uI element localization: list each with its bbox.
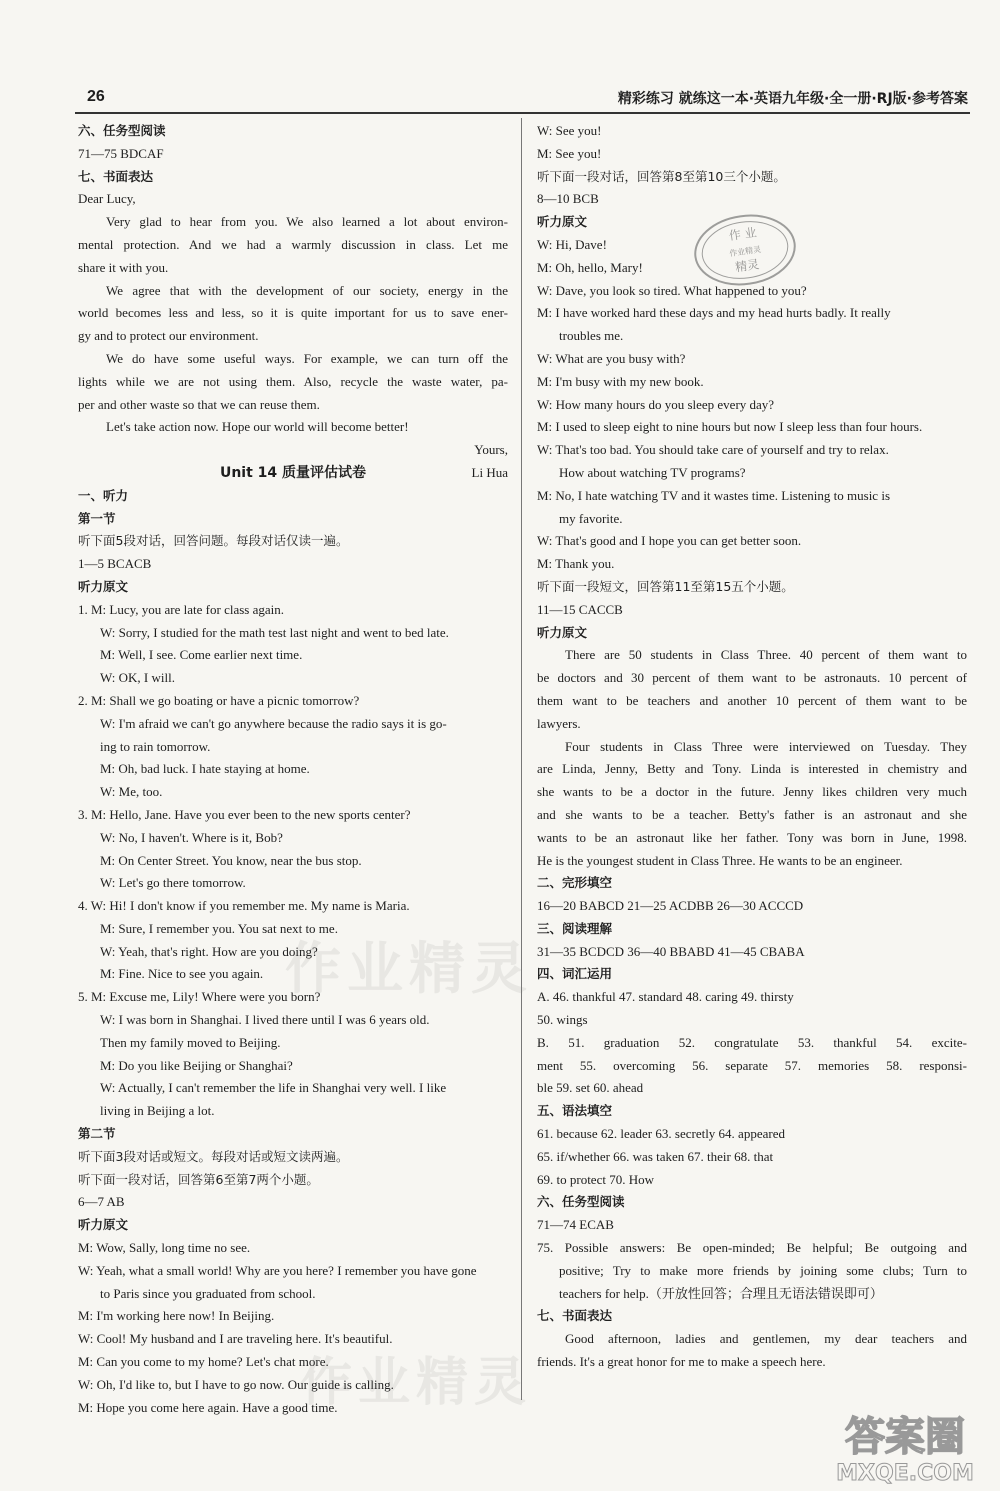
text-line: ing to rain tomorrow. [100, 738, 211, 754]
text-line: W: How many hours do you sleep every day? [537, 396, 775, 412]
text-line: wants to be an astronaut like her father. Tony was born in June, 1998. [537, 829, 967, 845]
section-heading: 听力原文 [537, 624, 588, 640]
text-line: my favorite. [559, 510, 623, 526]
section-heading: 五、语法填空 [537, 1103, 613, 1119]
text-line: M: Wow, Sally, long time no see. [78, 1240, 251, 1256]
left-column [78, 120, 508, 1419]
text-line: 4. W: Hi! I don't know if you remember me. My name is Maria. [78, 898, 410, 914]
text-line: 2. M: Shall we go boating or have a picnic tomorrow? [78, 692, 360, 708]
text-line: M: Well, I see. Come earlier next time. [100, 647, 303, 663]
logo-sub-text: MXQE.COM [836, 1461, 974, 1486]
text-line: M: Do you like Beijing or Shanghai? [100, 1057, 293, 1073]
section-heading: 第二节 [78, 1126, 116, 1142]
unit-title [78, 462, 508, 485]
text-line: 8—10 BCB [537, 191, 599, 207]
stamp-bottom-text: 精灵 [734, 257, 761, 275]
text-line: W: Me, too. [100, 784, 163, 800]
text-line: W: OK, I will. [100, 670, 175, 686]
text-line: W: I'm afraid we can't go anywhere because the radio says it is go- [100, 715, 447, 731]
text-line: M: Sure, I remember you. You sat next to me. [100, 920, 338, 936]
text-line: Let's take action now. Hope our world will become better! [106, 419, 409, 435]
text-line: W: That's too bad. You should take care of yourself and try to relax. [537, 442, 889, 458]
text-line: 31—35 BCDCD 36—40 BBABD 41—45 CBABA [537, 943, 805, 959]
column-divider [521, 118, 522, 1400]
logo-main-text: 答案圈 [845, 1414, 965, 1460]
text-line: We agree that with the development of our society, energy in the [106, 282, 508, 298]
text-line: 71—74 ECAB [537, 1217, 614, 1233]
text-line: 听下面3段对话或短文。每段对话或短文读两遍。 [78, 1148, 349, 1164]
section-heading: 听力原文 [537, 214, 588, 230]
text-line: We do have some useful ways. For example, we can turn off the [106, 350, 508, 366]
text-line: ment 55. overcoming 56. separate 57. memories 58. responsi- [537, 1057, 967, 1073]
text-line: Yours, [474, 442, 508, 458]
section-heading: 听力原文 [78, 1217, 129, 1233]
text-line: M: Oh, hello, Mary! [537, 259, 643, 275]
text-line: gy and to protect our environment. [78, 328, 259, 344]
text-line: W: I was born in Shanghai. I lived there until I was 6 years old. [100, 1012, 430, 1028]
text-line: Then my family moved to Beijing. [100, 1034, 281, 1050]
text-line: M: Can you come to my home? Let's chat more. [78, 1354, 329, 1370]
text-line: W: What are you busy with? [537, 350, 686, 366]
text-line: W: That's good and I hope you can get better soon. [537, 533, 802, 549]
text-line: Four students in Class Three were interviewed on Tuesday. They [565, 738, 967, 754]
text-line: W: Yeah, that's right. How are you doing? [100, 943, 318, 959]
text-line: ble 59. set 60. ahead [537, 1080, 644, 1096]
text-line: Dear Lucy, [78, 191, 136, 207]
text-line: 1—5 BCACB [78, 556, 152, 572]
text-line: How about watching TV programs? [559, 464, 746, 480]
text-line: positive; Try to make more friends by joining some clubs; Turn to [559, 1262, 967, 1278]
watermark: 作业精灵 [300, 1353, 533, 1413]
text-line: W: Dave, you look so tired. What happened to you? [537, 282, 807, 298]
text-line: share it with you. [78, 259, 169, 275]
text-line: 16—20 BABCD 21—25 ACDBB 26—30 ACCCD [537, 898, 804, 914]
text-line: Very glad to hear from you. We also learned a lot about environ- [106, 214, 508, 230]
stamp-icon [685, 203, 805, 298]
text-line: M: I used to sleep eight to nine hours but now I sleep less than four hours. [537, 419, 923, 435]
section-heading: 七、书面表达 [78, 168, 154, 184]
text-line: M: Hope you come here again. Have a good time. [78, 1399, 338, 1415]
text-line: and she wants to be a teacher. Betty's father is an astronaut and she [537, 806, 967, 822]
text-line: M: No, I hate watching TV and it wastes time. Listening to music is [537, 487, 890, 503]
text-line: W: Oh, I'd like to, but I have to go now. Our guide is calling. [78, 1376, 394, 1392]
text-line: W: Cool! My husband and I are traveling here. It's beautiful. [78, 1331, 393, 1347]
text-line: 71—75 BDCAF [78, 145, 164, 161]
text-line: 11—15 CACCB [537, 601, 623, 617]
watermark: 作业精灵 [285, 937, 533, 1002]
header-title: 精彩练习 就练这一本·英语九年级·全一册·RJ版·参考答案 [617, 91, 968, 107]
section-heading: 七、书面表达 [537, 1308, 613, 1324]
text-line: W: Yeah, what a small world! Why are you here? I remember you have gone [78, 1262, 477, 1278]
text-line: friends. It's a great honor for me to make a speech here. [537, 1354, 826, 1370]
text-line: There are 50 students in Class Three. 40 percent of them want to [565, 647, 967, 663]
section-heading: 第一节 [78, 510, 116, 526]
text-line: M: I have worked hard these days and my head hurts badly. It really [537, 305, 891, 321]
text-line: He is the youngest student in Class Three. He wants to be an engineer. [537, 852, 903, 868]
text-line: 听下面一段短文，回答第11至第15五个小题。 [537, 578, 794, 594]
text-line: troubles me. [559, 328, 624, 344]
text-line: M: Fine. Nice to see you again. [100, 966, 264, 982]
section-heading: 六、任务型阅读 [537, 1194, 625, 1210]
text-line: Good afternoon, ladies and gentlemen, my dear teachers and [565, 1331, 967, 1347]
section-heading: 听力原文 [78, 578, 129, 594]
text-line: 50. wings [537, 1012, 588, 1028]
text-line: world becomes less and less, so it is quite important for us to save ener- [78, 305, 508, 321]
text-line: W: Actually, I can't remember the life in Shanghai very well. I like [100, 1080, 447, 1096]
text-line: 听下面一段对话，回答第8至第10三个小题。 [537, 168, 786, 184]
right-column [537, 120, 967, 1374]
text-line: W: Sorry, I studied for the math test last night and went to bed late. [100, 624, 449, 640]
text-line: lawyers. [537, 715, 581, 731]
text-line: living in Beijing a lot. [100, 1103, 215, 1119]
text-line: 5. M: Excuse me, Lily! Where were you born? [78, 989, 321, 1005]
text-line: be doctors and 30 percent of them want to be astronauts. 10 percent of [537, 670, 967, 686]
letter-signature: Li Hua [471, 464, 508, 480]
page-header [75, 84, 970, 114]
text-line: M: I'm busy with my new book. [537, 373, 704, 389]
unit-title-text: Unit 14 质量评估试卷 [219, 464, 367, 481]
text-line: mental protection. And we had a warmly discussion in class. Let me [78, 236, 508, 252]
text-line: 75. Possible answers: Be open-minded; Be helpful; Be outgoing and [537, 1240, 967, 1256]
stamp-middle-text: 作业精灵 [728, 244, 762, 259]
text-line: she wants to be a doctor in the future. Jenny likes children very much [537, 784, 967, 800]
text-line: per and other waste so that we can reuse them. [78, 396, 320, 412]
text-line: 1. M: Lucy, you are late for class again. [78, 601, 285, 617]
text-line: 61. because 62. leader 63. secretly 64. appeared [537, 1126, 785, 1142]
text-line: 听下面一段对话，回答第6至第7两个小题。 [78, 1171, 319, 1187]
text-line: 69. to protect 70. How [537, 1171, 654, 1187]
text-line: are Linda, Jenny, Betty and Tony. Linda is interested in chemistry and [537, 761, 967, 777]
text-line: 3. M: Hello, Jane. Have you ever been to the new sports center? [78, 806, 411, 822]
text-line: to Paris since you graduated from school. [100, 1285, 316, 1301]
text-line: W: See you! [537, 123, 602, 138]
text-line: 6—7 AB [78, 1194, 125, 1210]
site-logo-icon [820, 1400, 990, 1488]
text-line: W: No, I haven't. Where is it, Bob? [100, 829, 283, 845]
text-line: M: Thank you. [537, 556, 615, 572]
stamp-top-text: 作 业 [728, 225, 758, 244]
text-line: M: Oh, bad luck. I hate staying at home. [100, 761, 310, 777]
text-line: lights while we are not using them. Also, recycle the waste water, pa- [78, 373, 508, 389]
text-line: W: Let's go there tomorrow. [100, 875, 246, 891]
text-line: 听下面5段对话，回答问题。每段对话仅读一遍。 [78, 533, 349, 549]
section-heading: 三、阅读理解 [537, 920, 613, 936]
text-line: B. 51. graduation 52. congratulate 53. thankful 54. excite- [537, 1034, 967, 1050]
text-line: teachers for help.（开放性回答；合理且无语法错误即可） [559, 1285, 883, 1301]
text-line: M: On Center Street. You know, near the bus stop. [100, 852, 362, 868]
section-heading: 二、完形填空 [537, 875, 613, 891]
text-line: A. 46. thankful 47. standard 48. caring 49. thirsty [537, 989, 794, 1005]
text-line: W: Hi, Dave! [537, 236, 607, 252]
text-line: 65. if/whether 66. was taken 67. their 68. that [537, 1148, 774, 1164]
section-heading: 一、听力 [78, 487, 129, 503]
section-heading: 四、词汇运用 [537, 966, 613, 982]
text-line: them want to be teachers and another 10 percent of them want to be [537, 692, 967, 708]
section-heading: 六、任务型阅读 [78, 123, 166, 138]
text-line: M: See you! [537, 145, 602, 161]
text-line: M: I'm working here now! In Beijing. [78, 1308, 275, 1324]
page-number: 26 [87, 88, 105, 105]
